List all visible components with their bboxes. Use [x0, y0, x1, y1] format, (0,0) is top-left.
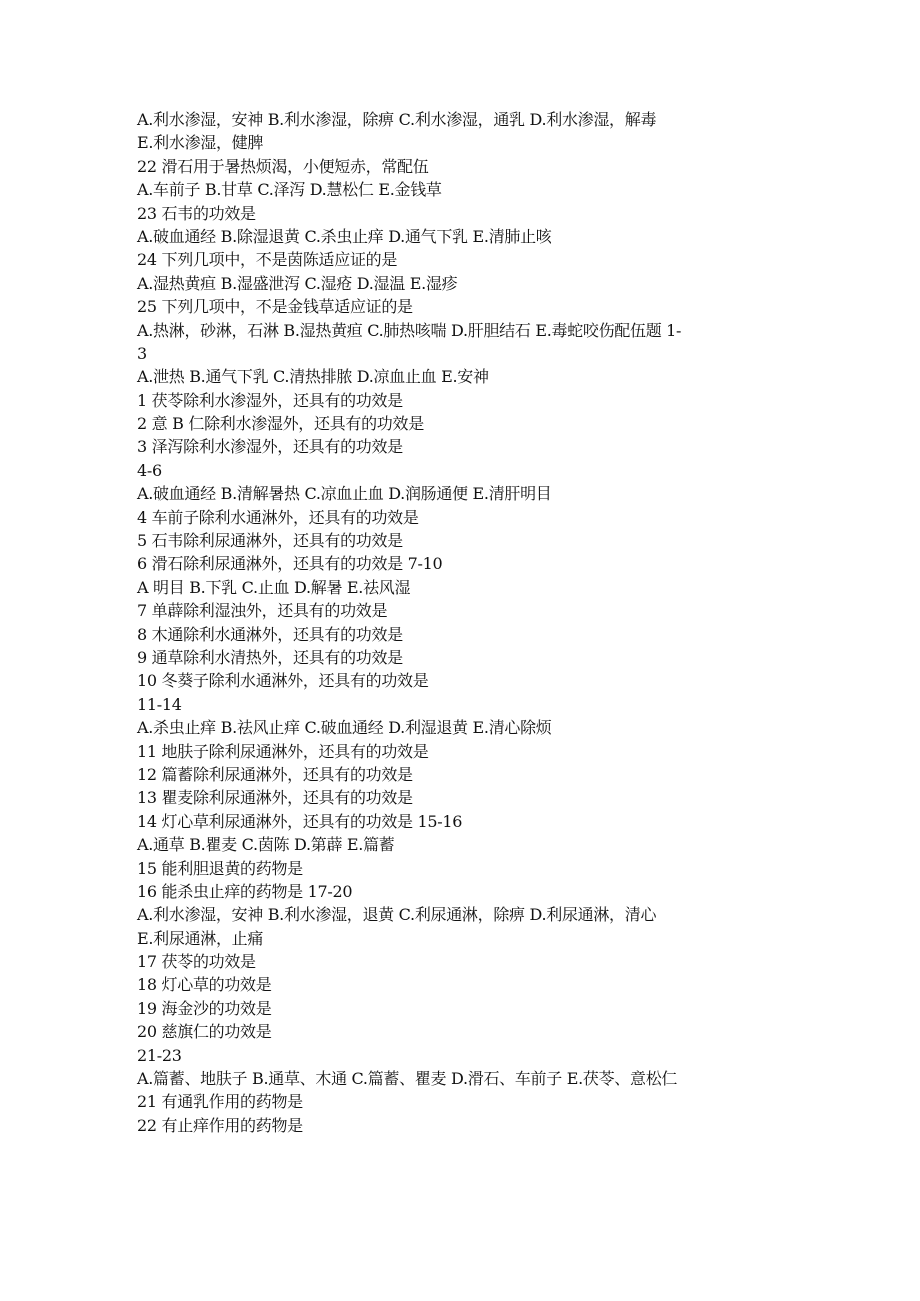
text-line: 20 慈旗仁的功效是: [137, 1022, 272, 1042]
text-line: E.利尿通淋，止痛: [137, 928, 264, 948]
document-page: [137, 108, 777, 1137]
text-line: A.热淋，砂淋，石淋 B.湿热黄疸 C.肺热咳喘 D.肝胆结石 E.毒蛇咬伤配伍题 1-: [137, 320, 682, 340]
text-line: 11-14: [137, 694, 182, 714]
text-line: 22 滑石用于暑热烦渴，小便短赤，常配伍: [137, 156, 429, 176]
text-line: 6 滑石除利尿通淋外，还具有的功效是 7-10: [137, 554, 443, 574]
text-line: A.破血通经 B.清解暑热 C.凉血止血 D.润肠通便 E.清肝明目: [137, 484, 552, 504]
text-line: 18 灯心草的功效是: [137, 975, 272, 995]
text-line: 10 冬葵子除利水通淋外，还具有的功效是: [137, 671, 429, 691]
text-line: A 明目 B.下乳 C.止血 D.解暑 E.祛风湿: [137, 577, 411, 597]
text-line: 7 单薜除利湿浊外，还具有的功效是: [137, 601, 388, 621]
text-line: 3 泽泻除利水渗湿外，还具有的功效是: [137, 437, 403, 457]
text-line: 14 灯心草利尿通淋外，还具有的功效是 15-16: [137, 811, 463, 831]
text-line: 11 地肤子除利尿通淋外，还具有的功效是: [137, 741, 429, 761]
text-line: A.杀虫止痒 B.祛风止痒 C.破血通经 D.利湿退黄 E.清心除烦: [137, 718, 552, 738]
text-line: 2 意 B 仁除利水渗湿外，还具有的功效是: [137, 414, 424, 434]
text-line: 17 茯苓的功效是: [137, 952, 256, 972]
text-line: A.利水渗湿，安神 B.利水渗湿，除痹 C.利水渗湿，通乳 D.利水渗湿，解毒: [137, 110, 657, 129]
text-line: 21 有通乳作用的药物是: [137, 1092, 303, 1112]
text-line: A.破血通经 B.除湿退黄 C.杀虫止痒 D.通气下乳 E.清肺止咳: [137, 226, 552, 246]
text-line: 4 车前子除利水通淋外，还具有的功效是: [137, 507, 419, 527]
text-line: 13 瞿麦除利尿通淋外，还具有的功效是: [137, 788, 413, 808]
text-line: 3: [137, 343, 147, 363]
text-line: E.利水渗湿，健脾: [137, 133, 264, 153]
text-line: 12 篇蓄除利尿通淋外，还具有的功效是: [137, 764, 413, 784]
text-line: 8 木通除利水通淋外，还具有的功效是: [137, 624, 403, 644]
text-line: 19 海金沙的功效是: [137, 998, 272, 1018]
text-line: 5 石韦除利尿通淋外，还具有的功效是: [137, 531, 403, 551]
text-line: A.通草 B.瞿麦 C.茵陈 D.第薜 E.篇蓄: [137, 835, 395, 855]
text-line: 1 茯苓除利水渗湿外，还具有的功效是: [137, 390, 403, 410]
text-line: A.篇蓄、地肤子 B.通草、木通 C.篇蓄、瞿麦 D.滑石、车前子 E.茯苓、意松仁: [137, 1069, 678, 1089]
text-line: A.湿热黄疸 B.湿盛泄泻 C.湿疮 D.湿温 E.湿疹: [137, 273, 458, 293]
text-line: 23 石韦的功效是: [137, 203, 256, 223]
text-line: A.利水渗湿，安神 B.利水渗湿，退黄 C.利尿通淋，除痹 D.利尿通淋，清心: [137, 905, 657, 925]
text-line: 9 通草除利水清热外，还具有的功效是: [137, 647, 403, 667]
text-line: 15 能利胆退黄的药物是: [137, 858, 303, 878]
text-line: 16 能杀虫止痒的药物是 17-20: [137, 881, 353, 901]
text-line: 22 有止痒作用的药物是: [137, 1115, 303, 1135]
text-line: 25 下列几项中，不是金钱草适应证的是: [137, 297, 413, 317]
text-line: 24 下列几项中，不是茵陈适应证的是: [137, 250, 398, 270]
text-line: 21-23: [137, 1045, 182, 1065]
text-line: A.泄热 B.通气下乳 C.清热排脓 D.凉血止血 E.安神: [137, 367, 489, 387]
text-line: 4-6: [137, 460, 162, 480]
text-line: A.车前子 B.甘草 C.泽泻 D.慧松仁 E.金钱草: [137, 180, 442, 200]
